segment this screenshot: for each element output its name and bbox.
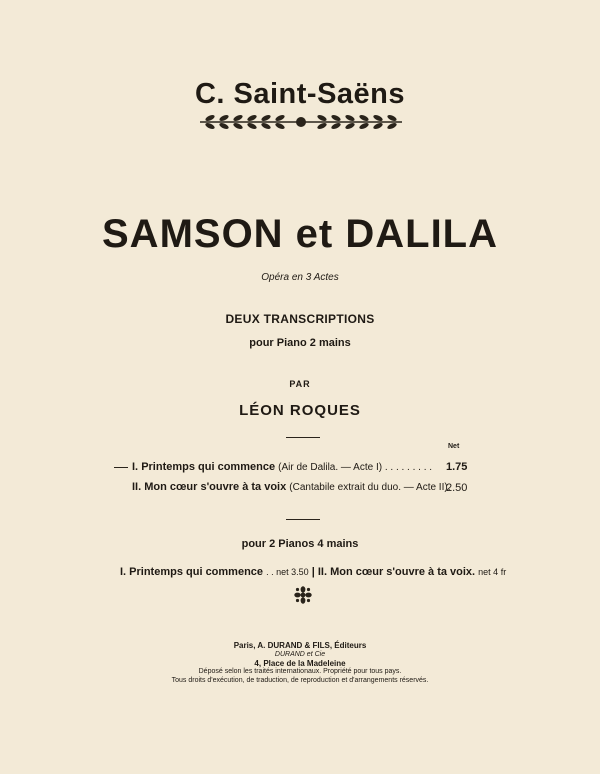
divider: [286, 437, 320, 438]
par-label: PAR: [289, 379, 311, 389]
piece-title: Printemps qui commence: [141, 461, 276, 473]
piece-price: 1.75: [446, 461, 468, 473]
instrumentation-label: pour Piano 2 mains: [249, 337, 351, 349]
copyright-notice: Déposé selon les traités internationaux. Propriété pour tous pays.: [198, 668, 402, 675]
opera-subtitle: Opéra en 3 Actes: [261, 272, 339, 283]
opera-title: SAMSON et DALILA: [102, 212, 498, 256]
transcriptions-heading: DEUX TRANSCRIPTIONS: [225, 312, 375, 326]
piece-item-2: [132, 481, 450, 493]
publisher-line: Paris, A. DURAND & FILS, Éditeurs: [233, 641, 367, 650]
divider: [286, 519, 320, 520]
piece-number: I.: [132, 461, 139, 473]
two-pianos-price-2: net 4 fr: [478, 567, 507, 577]
two-pianos-listing: [120, 566, 506, 578]
divider: [114, 467, 128, 468]
piece-item-1: [132, 461, 432, 473]
two-pianos-price-1: . . net 3.50: [266, 567, 309, 577]
two-pianos-piece-2: II. Mon cœur s'ouvre à ta voix.: [317, 566, 476, 578]
piece-price: 2.50: [446, 482, 468, 494]
publisher-address: 4, Place de la Madeleine: [254, 659, 346, 668]
composer-name: C. Saint-Saëns: [194, 78, 406, 110]
piece-number: II.: [132, 481, 142, 493]
separator: |: [311, 566, 315, 578]
flower-ornament-icon: [294, 586, 312, 604]
piece-description: (Air de Dalila. — Acte I) . . . . . . . . .: [278, 462, 433, 473]
laurel-ornament-icon: [196, 112, 406, 132]
net-label: Net: [448, 443, 460, 450]
two-pianos-heading: pour 2 Pianos 4 mains: [241, 538, 359, 550]
piece-title: Mon cœur s'ouvre à ta voix: [144, 481, 287, 493]
publisher-line: DURAND et Cie: [274, 651, 326, 658]
two-pianos-piece-1: I. Printemps qui commence: [120, 566, 264, 578]
arranger-name: LÉON ROQUES: [239, 402, 361, 419]
rights-notice: Tous droits d'exécution, de traduction, de reproduction et d'arrangements réservés.: [171, 677, 429, 684]
piece-description: (Cantabile extrait du duo. — Acte II).: [289, 482, 451, 493]
